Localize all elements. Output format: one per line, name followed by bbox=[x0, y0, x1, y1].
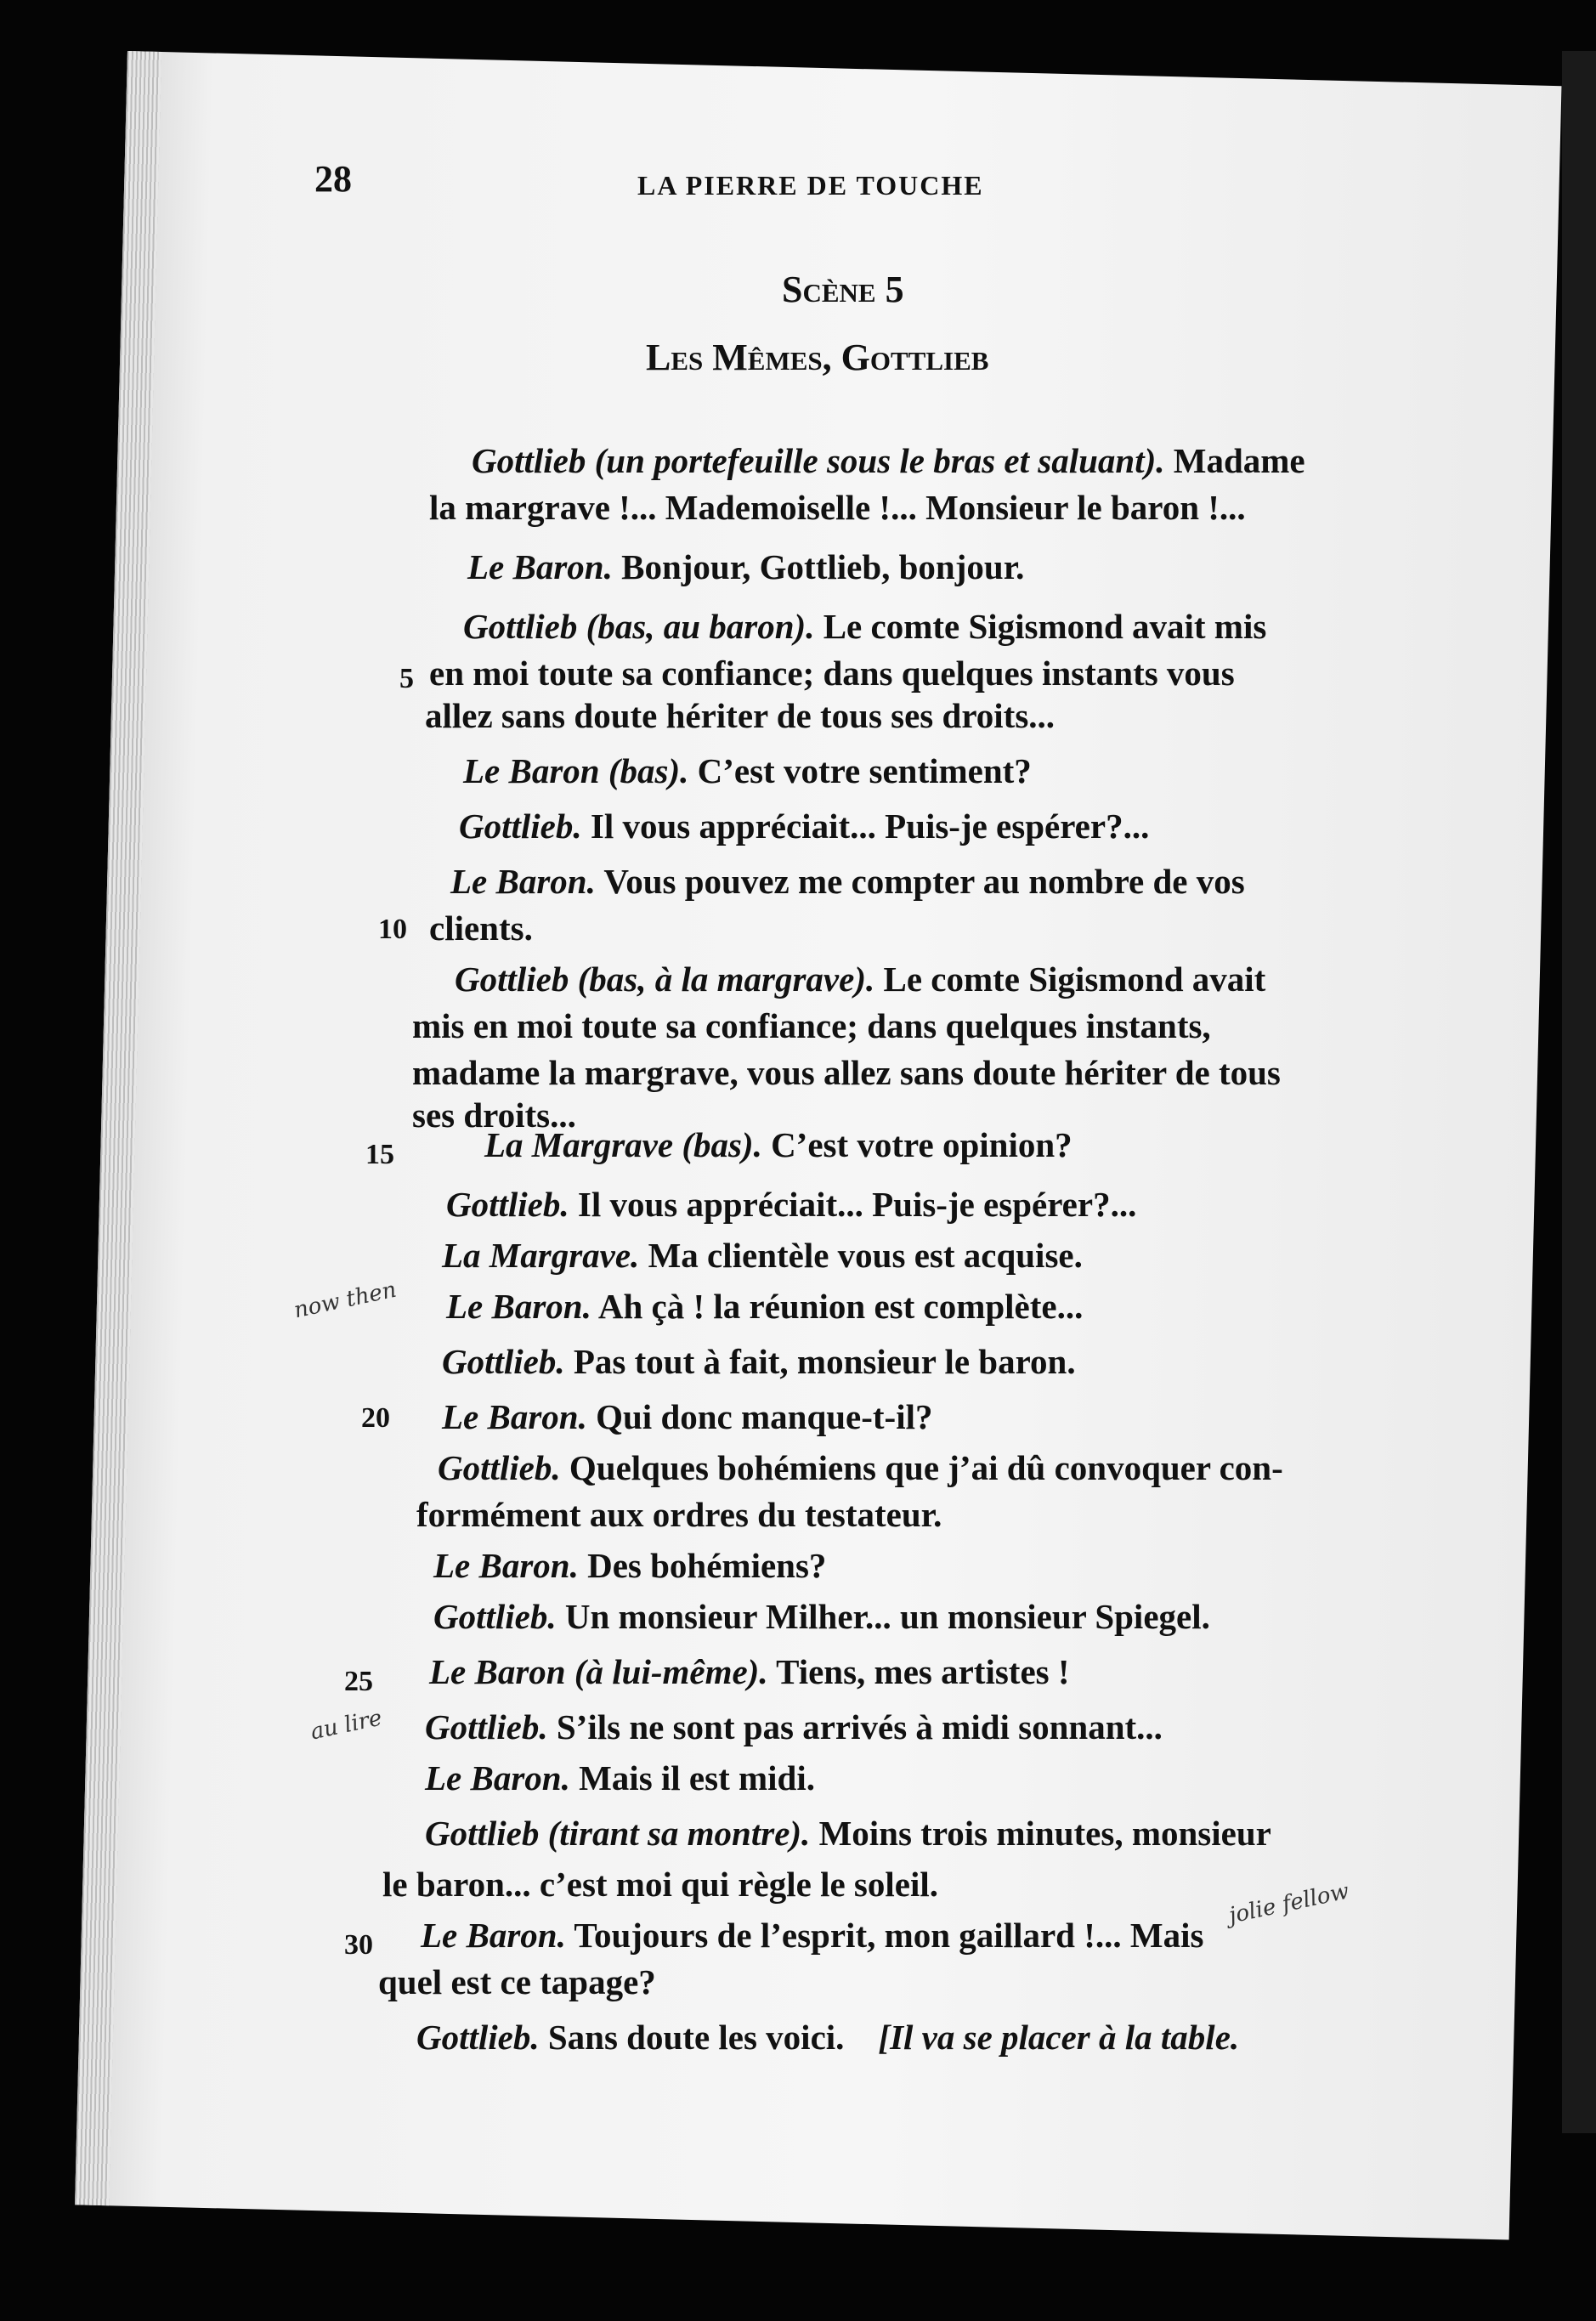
line-text: formément aux ordres du testateur. bbox=[416, 1495, 942, 1534]
speaker-name: La Margrave. bbox=[442, 1236, 640, 1275]
speaker-name: Gottlieb bbox=[425, 1814, 540, 1853]
text-line bbox=[416, 1496, 942, 1533]
stage-direction: (bas, à la margrave). bbox=[569, 960, 875, 999]
line-number: 15 bbox=[365, 1139, 394, 1170]
speaker-name: Le Baron bbox=[463, 751, 600, 790]
stage-direction: (tirant sa montre). bbox=[539, 1814, 811, 1853]
line-text: madame la margrave, vous allez sans doute hériter de tous bbox=[412, 1053, 1281, 1092]
stage-direction: (bas). bbox=[599, 751, 689, 790]
scene-cast: Les Mêmes, Gottlieb bbox=[646, 337, 989, 378]
stage-direction: (à lui-même). bbox=[565, 1652, 768, 1691]
text-line bbox=[425, 1814, 1271, 1852]
stage-direction: (bas). bbox=[673, 1125, 762, 1164]
line-number: 30 bbox=[344, 1929, 373, 1961]
line-number: 5 bbox=[399, 663, 414, 694]
stage-direction: (bas, au baron). bbox=[577, 607, 815, 646]
line-text: le baron... c’est moi qui règle le soleil. bbox=[382, 1865, 938, 1904]
line-text: la margrave !... Mademoiselle !... Monsieur le baron !... bbox=[429, 488, 1246, 527]
text-line bbox=[442, 1343, 1076, 1380]
speaker-name: Le Baron bbox=[429, 1652, 566, 1691]
speaker-name: Le Baron. bbox=[421, 1916, 566, 1955]
text-line bbox=[433, 1598, 1210, 1635]
text-line bbox=[429, 909, 533, 947]
speaker-name: Gottlieb. bbox=[425, 1707, 548, 1746]
right-page-edge bbox=[1562, 51, 1596, 2133]
line-text: Tiens, mes artistes ! bbox=[767, 1652, 1070, 1691]
speaker-name: Le Baron. bbox=[446, 1287, 591, 1326]
line-text: Moins trois minutes, monsieur bbox=[810, 1814, 1271, 1853]
text-line bbox=[442, 1237, 1083, 1274]
line-text: Ah çà ! la réunion est complète... bbox=[591, 1287, 1084, 1326]
speaker-name: Le Baron. bbox=[442, 1397, 587, 1436]
text-line bbox=[429, 654, 1235, 692]
line-text: Le comte Sigismond avait bbox=[874, 960, 1266, 999]
speaker-name: Gottlieb. bbox=[459, 807, 582, 846]
line-text: C’est votre opinion? bbox=[761, 1125, 1072, 1164]
text-line bbox=[459, 807, 1149, 845]
line-text: S’ils ne sont pas arrivés à midi sonnant... bbox=[547, 1707, 1163, 1746]
text-line bbox=[450, 863, 1245, 900]
line-text: ses droits... bbox=[412, 1095, 576, 1135]
text-line bbox=[472, 442, 1305, 479]
text-line bbox=[412, 1007, 1211, 1044]
stage-direction: [Il va se placer à la table. bbox=[878, 2018, 1240, 2057]
text-line bbox=[416, 2018, 1239, 2056]
running-head: LA PIERRE DE TOUCHE bbox=[637, 170, 984, 201]
speaker-name: Le Baron. bbox=[467, 547, 613, 586]
text-line bbox=[442, 1398, 933, 1435]
speaker-name: Le Baron. bbox=[425, 1758, 570, 1797]
speaker-name: Le Baron. bbox=[450, 862, 596, 901]
text-line bbox=[429, 1653, 1070, 1690]
text-line bbox=[484, 1126, 1072, 1163]
line-text: Un monsieur Milher... un monsieur Spiegel. bbox=[556, 1597, 1210, 1636]
speaker-name: Gottlieb bbox=[455, 960, 569, 999]
handwritten-note: jolie fellow bbox=[1226, 1878, 1352, 1929]
text-line bbox=[412, 1054, 1281, 1091]
text-line bbox=[463, 608, 1266, 645]
handwritten-note: now then bbox=[291, 1277, 399, 1324]
page-number: 28 bbox=[314, 158, 352, 200]
line-text: Vous pouvez me compter au nombre de vos bbox=[595, 862, 1245, 901]
line-text: Quelques bohémiens que j’ai dû convoquer con- bbox=[560, 1448, 1283, 1487]
line-text: Mais il est midi. bbox=[569, 1758, 815, 1797]
scene-title: Scène 5 bbox=[782, 269, 904, 310]
line-text: Des bohémiens? bbox=[578, 1546, 827, 1585]
line-text: Bonjour, Gottlieb, bonjour. bbox=[612, 547, 1025, 586]
speaker-name: Gottlieb. bbox=[416, 2018, 540, 2057]
text-line bbox=[421, 1916, 1203, 1954]
page-edge bbox=[75, 51, 161, 2205]
speaker-name: Gottlieb. bbox=[433, 1597, 557, 1636]
text-line bbox=[446, 1288, 1083, 1325]
text-line bbox=[425, 697, 1055, 734]
line-number: 10 bbox=[378, 914, 407, 945]
line-text: Qui donc manque-t-il? bbox=[586, 1397, 933, 1436]
speaker-name: Gottlieb. bbox=[438, 1448, 561, 1487]
speaker-name: La Margrave bbox=[484, 1125, 674, 1164]
text-line bbox=[425, 1708, 1163, 1746]
line-text: Il vous appréciait... Puis-je espérer?... bbox=[569, 1185, 1137, 1224]
line-text: Toujours de l’esprit, mon gaillard !... Mais bbox=[565, 1916, 1204, 1955]
stage-direction: (un portefeuille sous le bras et saluant). bbox=[586, 441, 1165, 480]
line-text: Madame bbox=[1164, 441, 1305, 480]
line-number: 25 bbox=[344, 1666, 373, 1697]
speaker-name: Gottlieb bbox=[472, 441, 586, 480]
line-number: 20 bbox=[361, 1402, 390, 1434]
speaker-name: Gottlieb bbox=[463, 607, 578, 646]
line-text: Pas tout à fait, monsieur le baron. bbox=[564, 1342, 1076, 1381]
speaker-name: Gottlieb. bbox=[446, 1185, 569, 1224]
line-text: allez sans doute hériter de tous ses droits... bbox=[425, 696, 1056, 735]
speaker-name: Le Baron. bbox=[433, 1546, 579, 1585]
text-line bbox=[429, 489, 1246, 526]
text-line bbox=[433, 1547, 826, 1584]
text-line bbox=[425, 1759, 815, 1797]
text-line bbox=[446, 1186, 1136, 1223]
text-line bbox=[455, 960, 1265, 998]
speaker-name: Gottlieb. bbox=[442, 1342, 565, 1381]
line-text: Le comte Sigismond avait mis bbox=[814, 607, 1267, 646]
text-line bbox=[463, 752, 1032, 790]
line-text: quel est ce tapage? bbox=[378, 1962, 656, 2001]
line-text: mis en moi toute sa confiance; dans quelques instants, bbox=[412, 1006, 1211, 1045]
text-line bbox=[378, 1963, 656, 2001]
text-line bbox=[467, 548, 1024, 586]
line-text: clients. bbox=[429, 909, 533, 948]
line-text: C’est votre sentiment? bbox=[688, 751, 1032, 790]
line-text: Ma clientèle vous est acquise. bbox=[639, 1236, 1083, 1275]
text-line bbox=[382, 1865, 938, 1903]
handwritten-note: au lire bbox=[308, 1705, 385, 1746]
line-text: Sans doute les voici. bbox=[539, 2018, 845, 2057]
line-text: en moi toute sa confiance; dans quelques instants vous bbox=[429, 654, 1235, 693]
line-text: Il vous appréciait... Puis-je espérer?... bbox=[581, 807, 1150, 846]
text-line bbox=[438, 1449, 1283, 1486]
